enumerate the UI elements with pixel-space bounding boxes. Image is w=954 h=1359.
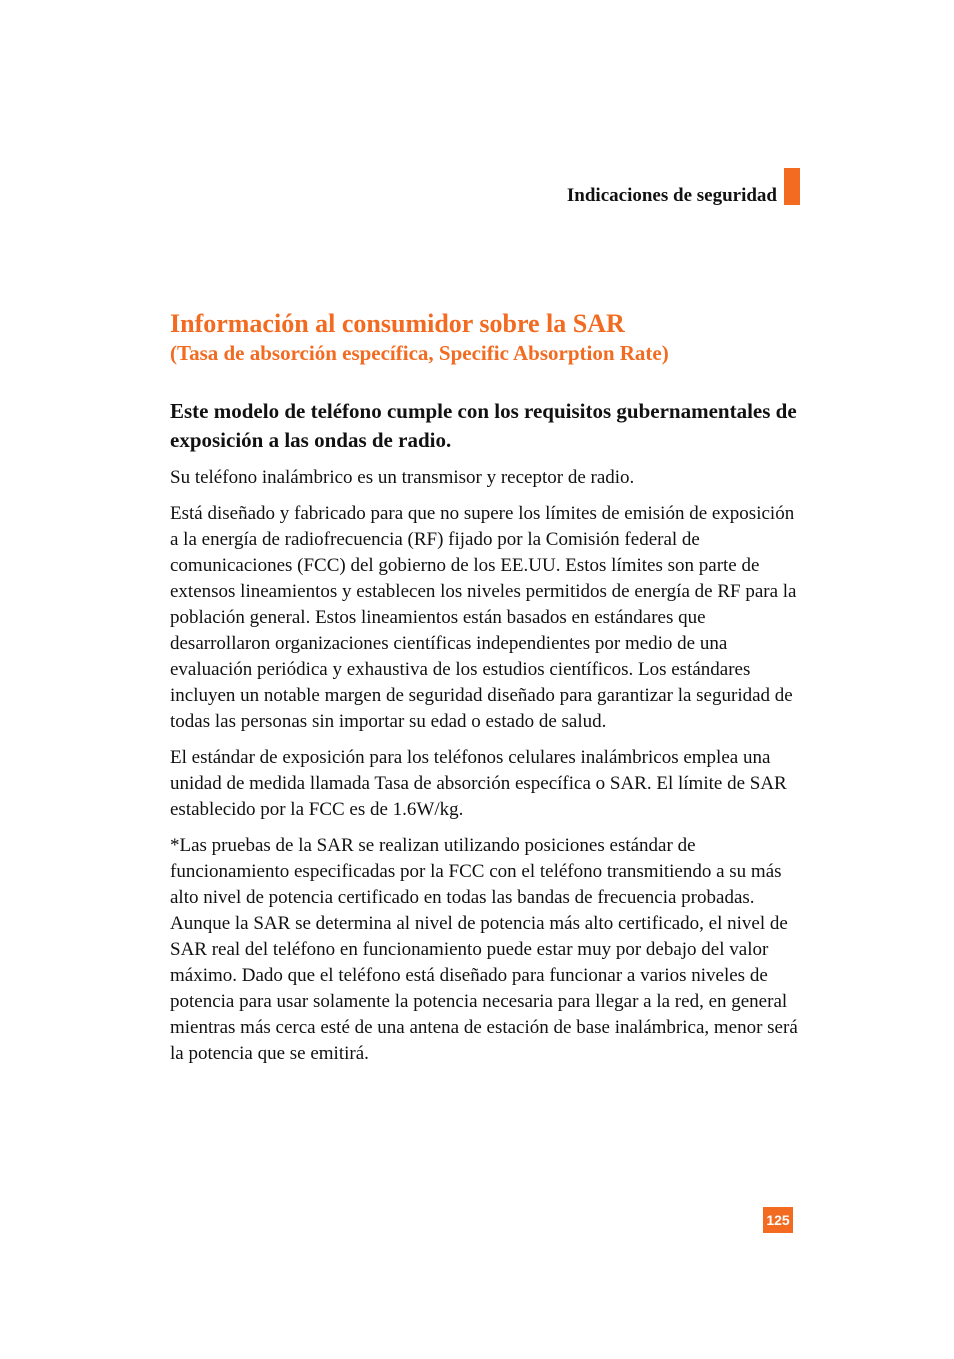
- paragraph-intro: Su teléfono inalámbrico es un transmisor y receptor de radio.: [170, 467, 635, 488]
- paragraph-fcc-limits: Está diseñado y fabricado para que no supere los límites de emisión de exposición a la energía de radiofrecuencia (RF) fijado por la Comisión federal de comunicaciones (FCC) del gobierno de los EE.UU. Estos límites son parte de extensos lineamientos y establecen los niveles permitidos de energía de RF para la población general. Estos lineamientos están basados en estándares que desarrollaron organizaciones científicas independientes por medio de una evaluación periódica y exhaustiva de los estudios científicos. Los estándares incluyen un notable margen de seguridad diseñado para garantizar la seguridad de todas las personas sin importar su edad o estado de salud.: [170, 503, 797, 732]
- article-subtitle: (Tasa de absorción específica, Specific Absorption Rate): [170, 341, 669, 365]
- section-header-label: Indicaciones de seguridad: [566, 185, 777, 206]
- lead-statement: Este modelo de teléfono cumple con los requisitos gubernamentales de exposición a las ondas de radio.: [170, 399, 797, 452]
- page-number-badge: 125: [763, 1207, 793, 1233]
- article-body: [170, 309, 800, 1067]
- article-title: Información al consumidor sobre la SAR: [170, 309, 625, 338]
- paragraph-sar-standard: El estándar de exposición para los teléfonos celulares inalámbricos emplea una unidad de medida llamada Tasa de absorción específica o SAR. El límite de SAR establecido por la FCC es de 1.6W/kg.: [170, 747, 787, 820]
- paragraph-sar-testing: *Las pruebas de la SAR se realizan utilizando posiciones estándar de funcionamiento especificadas por la FCC con el teléfono transmitiendo a su más alto nivel de potencia certificado en todas las bandas de frecuencia probadas. Aunque la SAR se determina al nivel de potencia más alto certificado, el nivel de SAR real del teléfono en funcionamiento puede estar muy por debajo del valor máximo. Dado que el teléfono está diseñado para funcionar a varios niveles de potencia para usar solamente la potencia necesaria para llegar a la red, en general mientras más cerca esté de una antena de estación de base inalámbrica, menor será la potencia que se emitirá.: [170, 835, 798, 1064]
- section-marker-tab: [784, 168, 800, 205]
